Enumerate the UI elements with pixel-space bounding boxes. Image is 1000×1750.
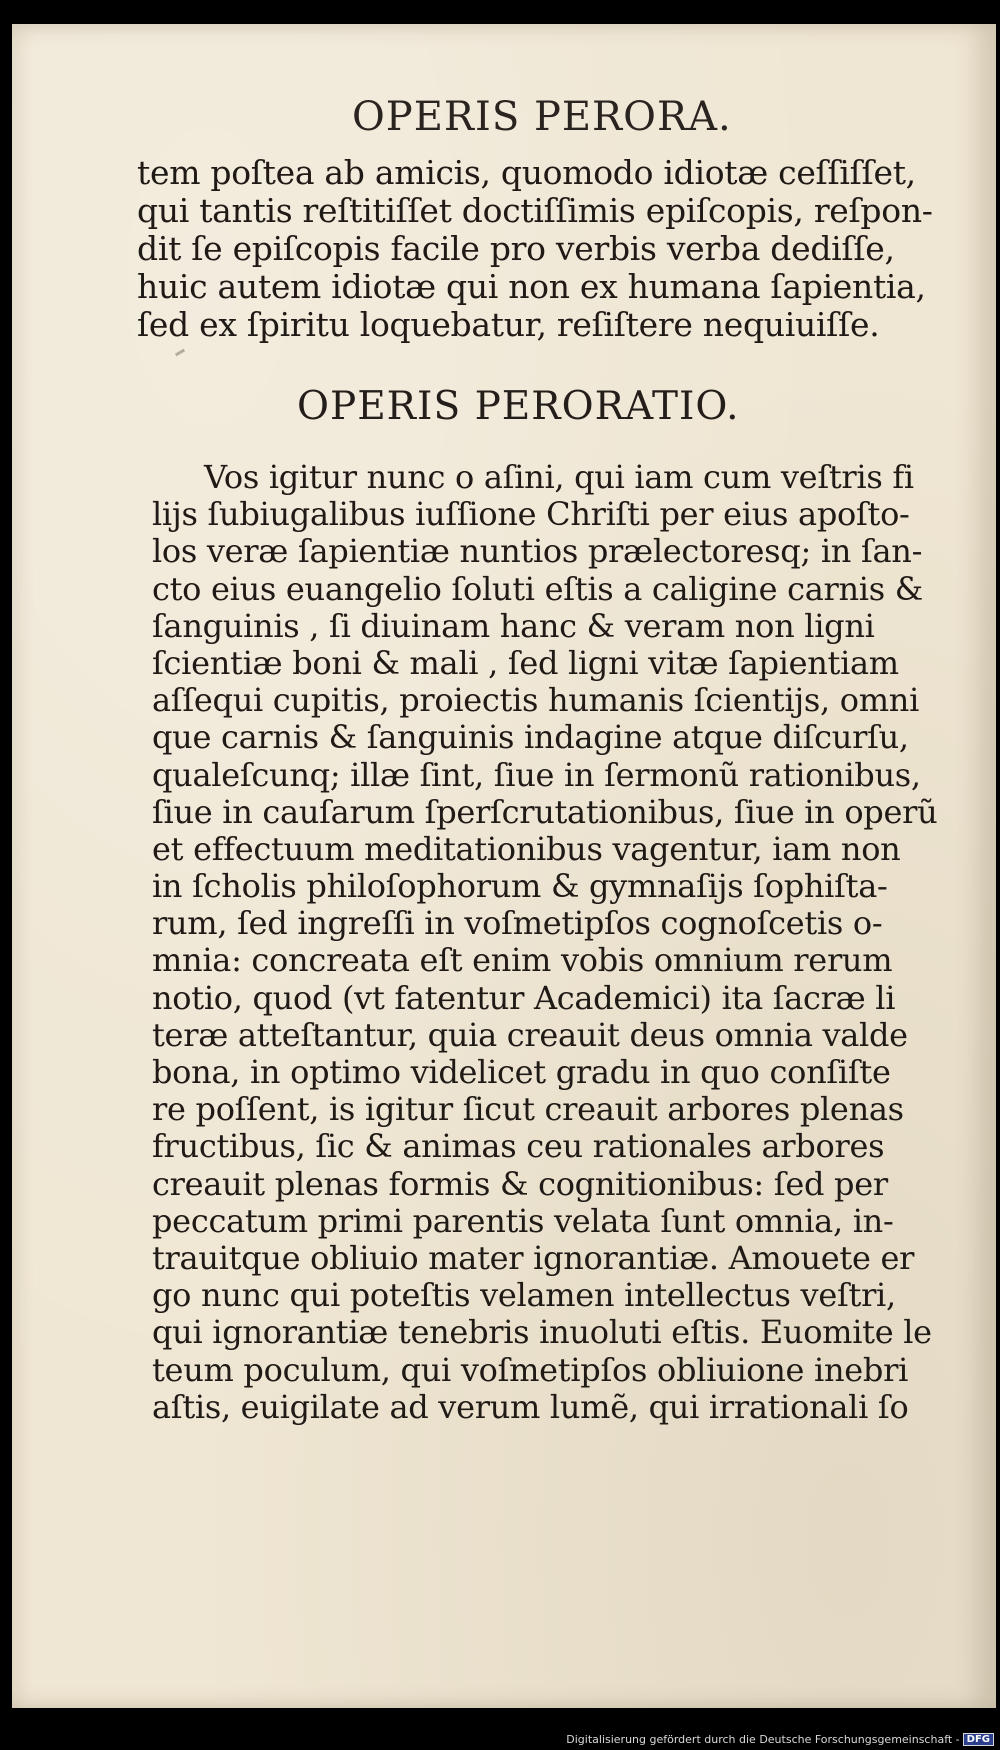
text-line: go nunc qui poteſtis velamen intellectus veſtri, — [152, 1276, 896, 1315]
text-line: tem poſtea ab amicis, quomodo idiotæ ceſſiſſet, — [137, 153, 916, 192]
text-line: notio, quod (vt fatentur Academici) ita ſacræ li — [152, 978, 896, 1017]
text-line: qui ignorantiæ tenebris inuoluti eſtis. Euomite le — [152, 1313, 932, 1352]
continuation-paragraph — [137, 154, 937, 344]
text-line: bona, in optimo videlicet gradu in quo conſiſte — [152, 1053, 891, 1091]
text-line: dit ſe epiſcopis facile pro verbis verba dediſſe, — [137, 229, 895, 268]
text-line: trauitque obliuio mater ignorantiæ. Amouete er — [152, 1238, 915, 1277]
text-line: et effectuum meditationibus vagentur, iam non — [152, 829, 901, 868]
peroratio-paragraph — [152, 459, 942, 1426]
text-line: ſanguinis , ſi diuinam hanc & veram non ligni — [152, 606, 875, 645]
running-head: OPERIS PERORA. — [352, 94, 732, 140]
text-line: qui tantis reſtitiſſet doctiſſimis epiſcopis, reſpon- — [137, 191, 933, 230]
dfg-logo: DFG — [963, 1733, 994, 1746]
text-line: peccatum primi parentis velata ſunt omnia, in- — [152, 1201, 894, 1240]
text-line: lijs ſubiugalibus iuſſione Chriſti per eius apoſto- — [152, 495, 910, 534]
book-page — [12, 24, 996, 1708]
text-line: in ſcholis philoſophorum & gymnaſijs ſophiſta- — [152, 867, 888, 906]
text-line: aſſequi cupitis, proiectis humanis ſcientijs, omni — [152, 681, 920, 720]
text-line: que carnis & ſanguinis indagine atque diſcurſu, — [152, 718, 909, 757]
ink-mark — [175, 349, 185, 357]
text-line: creauit plenas formis & cognitionibus: ſed per — [152, 1164, 888, 1203]
text-line: los veræ ſapientiæ nuntios prælectoresq; in ſan- — [152, 532, 923, 571]
text-line: ſcientiæ boni & mali , ſed ligni vitæ ſapientiam — [152, 643, 899, 682]
text-line: fructibus, ſic & animas ceu rationales arbores — [152, 1127, 885, 1166]
text-line: teum poculum, qui voſmetipſos obliuione inebri — [152, 1350, 909, 1389]
text-line: aſtis, euigilate ad verum lumẽ, qui irrationali ſo — [152, 1387, 909, 1426]
credit-text: Digitalisierung gefördert durch die Deutsche Forschungsgemeinschaft - — [566, 1732, 960, 1746]
section-title: OPERIS PERORATIO. — [297, 384, 740, 429]
digitization-credit — [566, 1733, 994, 1747]
text-line: qualeſcunq; illæ ſint, ſiue in ſermonũ rationibus, — [152, 755, 921, 794]
text-line: ſed ex ſpiritu loquebatur, reſiſtere nequiuiſſe. — [137, 305, 880, 344]
text-line: huic autem idiotæ qui non ex humana ſapientia, — [137, 267, 926, 306]
text-line: Vos igitur nunc o aſini, qui iam cum veſtris fi — [204, 458, 914, 496]
text-line: re poſſent, is igitur ſicut creauit arbores plenas — [152, 1090, 904, 1129]
text-line: cto eius euangelio ſoluti eſtis a caligine carnis & — [152, 569, 923, 608]
text-line: teræ atteſtantur, quia creauit deus omnia valde — [152, 1015, 908, 1054]
text-line: mnia: concreata eſt enim vobis omnium rerum — [152, 941, 893, 980]
text-line: ſiue in cauſarum ſperſcrutationibus, ſiue in operũ — [152, 792, 938, 831]
text-line: rum, ſed ingreſſi in voſmetipſos cognoſcetis o- — [152, 904, 883, 943]
